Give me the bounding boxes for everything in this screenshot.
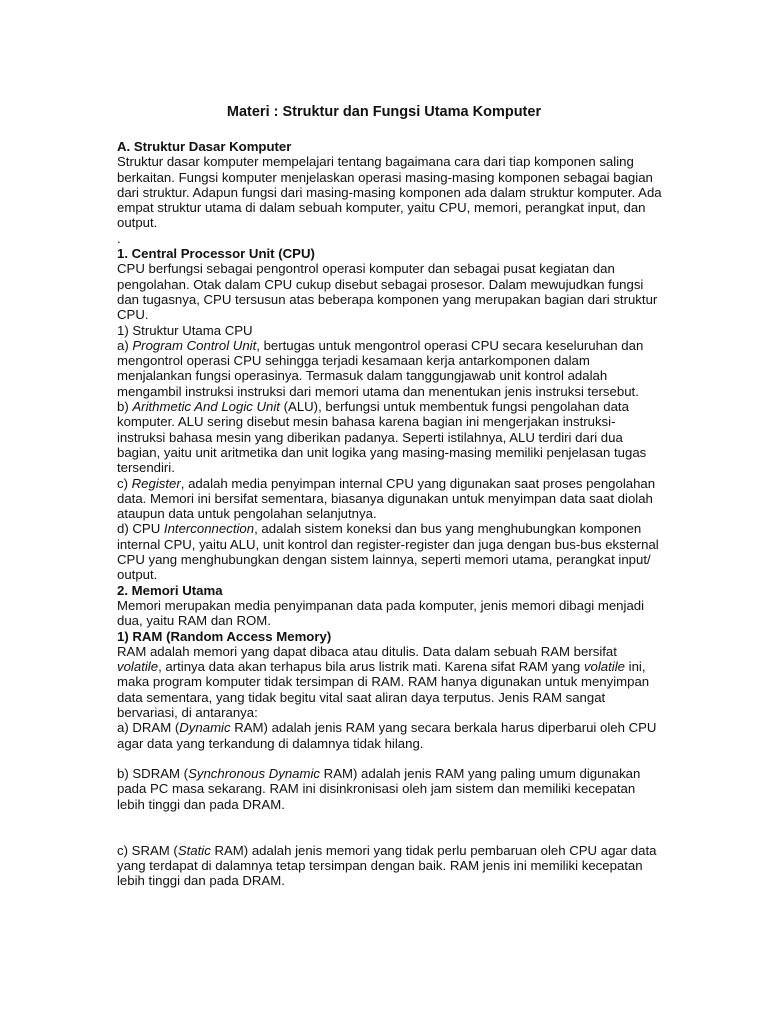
ram-item-c-term: Static bbox=[177, 842, 211, 858]
cpu-item-d-prefix: d) CPU bbox=[117, 521, 164, 537]
ram-term-volatile-1: volatile bbox=[117, 659, 159, 675]
ram-item-b-prefix: b) SDRAM ( bbox=[117, 766, 189, 782]
cpu-item-d-text: , adalah sistem koneksi dan bus yang menghubungkan komponen internal CPU, yaitu ALU, unit kontrol dan register-register dan juga dengan bus-bus eksternal CPU yang menghubungkan dengan sistem lainnya, seperti memori utama, perangkat input/ output. bbox=[117, 521, 659, 583]
document-body bbox=[117, 139, 662, 889]
spacer bbox=[117, 751, 662, 766]
cpu-text: CPU berfungsi sebagai pengontrol operasi komputer dan sebagai pusat kegiatan dan pengolahan. Otak dalam CPU cukup disebut sebagai prosesor. Dalam mewujudkan fungsi dan tugasnya, CPU tersusun atas beberapa komponen yang merupakan bagian dari struktur CPU. bbox=[117, 261, 658, 323]
cpu-item-a-term: Program Control Unit bbox=[132, 337, 257, 353]
cpu-item-c-prefix: c) bbox=[117, 475, 132, 491]
ram-text-part-3: ini, maka program komputer tidak tersimpan di RAM. RAM hanya digunakan untuk menyimpan data sementara, yang tidak begitu vital saat aliran daya terputus. Jenis RAM sangat bervariasi, di antaranya: bbox=[117, 659, 650, 720]
ram-item-c bbox=[117, 843, 662, 889]
ram-text-part-1: RAM adalah memori yang dapat dibaca atau ditulis. Data dalam sebuah RAM bersifat bbox=[117, 643, 617, 659]
ram-heading: 1) RAM (Random Access Memory) bbox=[117, 628, 332, 644]
cpu-item-c bbox=[117, 476, 662, 522]
cpu-item-b-term: Arithmetic And Logic Unit bbox=[132, 399, 280, 415]
cpu-subheading: 1) Struktur Utama CPU bbox=[117, 322, 253, 338]
cpu-item-b-prefix: b) bbox=[117, 399, 133, 415]
spacer bbox=[117, 812, 662, 843]
ram-text bbox=[117, 644, 662, 720]
separator-dot: . bbox=[117, 230, 121, 246]
ram-item-a-text: RAM) adalah jenis RAM yang secara berkala harus diperbarui oleh CPU agar data yang terkandung di dalamnya tidak hilang. bbox=[117, 720, 657, 751]
section-a-text: Struktur dasar komputer mempelajari tentang bagaimana cara dari tiap komponen saling berkaitan. Fungsi komputer menjelaskan operasi masing-masing komponen sebagai bagian dari struktur. Adapun fungsi dari masing-masing komponen ada dalam struktur komputer. Ada empat struktur utama di dalam sebuah komputer, yaitu CPU, memori, perangkat input, dan output. bbox=[117, 154, 662, 231]
cpu-item-c-text: , adalah media penyimpan internal CPU yang digunakan saat proses pengolahan data. Memori ini bersifat sementara, biasanya digunakan untuk menyimpan data saat diolah ataupun data untuk pengolahan selanjutnya. bbox=[117, 475, 656, 522]
cpu-item-b-text: (ALU), berfungsi untuk membentuk fungsi pengolahan data komputer. ALU sering disebut mesin bahasa karena bagian ini mengerjakan instruksi-instruksi bahasa mesin yang diberikan padanya. Seperti istilahnya, ALU terdiri dari dua bagian, yaitu unit aritmetika dan unit logika yang masing-masing memiliki penjelasan tugas tersendiri. bbox=[117, 399, 647, 476]
section-a-heading: A. Struktur Dasar Komputer bbox=[117, 139, 292, 154]
cpu-item-b bbox=[117, 399, 662, 475]
ram-item-c-prefix: c) SRAM ( bbox=[117, 842, 178, 858]
ram-item-c-text: RAM) adalah jenis memori yang tidak perlu pembaruan oleh CPU agar data yang terdapat di dalamnya tetap tersimpan dengan baik. RAM jenis ini memiliki kecepatan lebih tinggi dan pada DRAM. bbox=[117, 842, 657, 889]
ram-item-a bbox=[117, 720, 662, 751]
ram-term-volatile-2: volatile bbox=[583, 659, 625, 675]
ram-item-b-term: Synchronous Dynamic bbox=[188, 766, 321, 782]
ram-item-b-text: RAM) adalah jenis RAM yang paling umum digunakan pada PC masa sekarang. RAM ini disinkronisasi oleh jam sistem dan memiliki kecepatan lebih tinggi dan pada DRAM. bbox=[117, 766, 641, 812]
page-title: Materi : Struktur dan Fungsi Utama Komputer bbox=[226, 104, 542, 120]
cpu-item-d-term: Interconnection bbox=[163, 521, 255, 537]
cpu-item-a-text: , bertugas untuk mengontrol operasi CPU secara keseluruhan dan mengontrol operasi CPU sehingga terjadi kesamaan kerja antarkomponen dalam menjalankan fungsi operasinya. Termasuk dalam tanggungjawab unit kontrol adalah mengambil instruksi instruksi dari memori utama dan menentukan jenis instruksi tersebut. bbox=[117, 337, 644, 399]
cpu-item-a bbox=[117, 338, 662, 399]
memory-text: Memori merupakan media penyimpanan data pada komputer, jenis memori dibagi menjadi dua, yaitu RAM dan ROM. bbox=[117, 597, 645, 629]
cpu-item-c-term: Register bbox=[131, 475, 181, 491]
cpu-item-d bbox=[117, 521, 662, 582]
ram-item-b bbox=[117, 766, 662, 812]
cpu-item-a-prefix: a) bbox=[117, 337, 133, 353]
ram-item-a-term: Dynamic bbox=[179, 720, 231, 736]
cpu-heading: 1. Central Processor Unit (CPU) bbox=[117, 246, 315, 262]
memory-heading: 2. Memori Utama bbox=[117, 582, 223, 598]
ram-item-a-prefix: a) DRAM ( bbox=[117, 720, 180, 736]
ram-text-part-2: , artinya data akan terhapus bila arus listrik mati. Karena sifat RAM yang bbox=[158, 659, 584, 675]
